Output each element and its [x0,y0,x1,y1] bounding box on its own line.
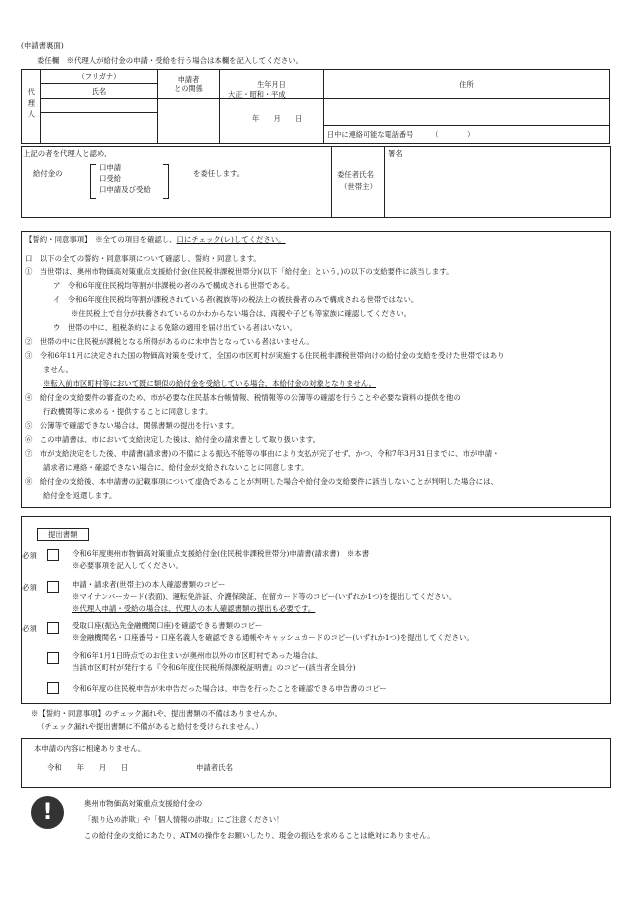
birth-ymd: 年 月 日 [252,114,303,123]
address-field[interactable] [324,99,610,144]
pledge-item-2: ② 世帯の中に住民税が課税となる所得があるのに未申告となっている者はいません。 [25,337,314,346]
doc-1-note: ※必要事項を記入してください。 [72,561,183,570]
pledge-item-5: ⑤ 公簿等で確認できない場合は、関係書類の提出を行います。 [25,421,239,430]
warning-line-2: 「振り込め詐欺」や「個人情報の詐取」にご注意ください！ [84,815,284,824]
doc-checkbox-3[interactable] [47,622,59,634]
option-receive[interactable]: 口受給 [99,174,122,183]
warning-line-3: この給付金の支給にあたり、ATMの操作をお願いしたり、現金の振込を求めることは絶対にありません。 [84,831,435,840]
doc-checkbox-5[interactable] [47,682,59,694]
doc-4: 令和6年1月1日時点でのお住まいが奥州市以外の市区町村であった場合は、 [72,651,323,660]
required-label-3: 必須 [22,624,37,633]
confirm-line: 本申請の内容に相違ありません。 [34,744,146,753]
era-options: 大正・昭和・平成 [228,90,286,99]
warning-line-1: 奥州市物価高対策重点支援給付金の [84,799,203,808]
pledge-item-1b: イ 令和6年度住民税均等割が課税されている者(親族等)の税法上の被扶養者のみで構成される世帯ではない。 [53,295,419,304]
delegator-label-1: 委任者氏名 [337,170,374,179]
doc-5: 令和6年度の住民税申告が未申告だった場合は、申告を行ったことを確認できる申告書のコピー [72,684,387,693]
doc-2-note-agent: ※代理人申請・受給の場合は、代理人の本人確認書類の提出も必要です。 [72,604,316,613]
delegate-end: を委任します。 [193,169,245,178]
relation-field[interactable] [158,99,220,144]
pledge-item-4-cont: 行政機関等に求める・提供することに同意します。 [43,407,213,416]
signature-label: 署名 [388,149,403,158]
doc-4-cont: 当該市区町村が発行する『令和6年度住民税所得課税証明書』のコピー(該当者全員分) [72,663,356,672]
name-field[interactable] [41,113,158,144]
relation-header [158,70,220,99]
birth-header: 生年月日 [220,70,324,99]
pledge-item-1b-note: ※住民税上で自分が扶養されているのかわからない場合は、両親や子ども等家族に確認してください。 [71,309,411,318]
doc-2: 申請・請求者(世帯主)の本人確認書類のコピー [72,580,226,589]
applicant-label: 申請者氏名 [196,763,233,772]
pledge-item-4: ④ 給付金の支給要件の審査のため、市が必要な住民基本台帳情報、税情報等の公簿等の確認を行うことや必要な資料の提供を他の [25,393,461,402]
check-note-1: ※【誓約・同意事項】のチェック漏れや、提出書類の不備はありませんか。 [31,709,282,718]
pledge-title: 【誓約・同意事項】 [25,235,88,244]
furigana-header: （フリガナ） [41,70,158,84]
delegate-sentence: 上記の者を代理人と認め、 [23,149,112,158]
pledge-item-1c: ウ 世帯の中に、租税条約による免除の適用を届け出ている者はいない。 [53,323,297,332]
pledge-item-1a: ア 令和6年度住民税均等割が非課税の者のみで構成される世帯である。 [53,281,295,290]
pledge-item-3-cont: ません。 [43,365,74,374]
name-header: 氏名 [41,84,158,99]
doc-checkbox-4[interactable] [47,652,59,664]
warning-icon: ! [31,796,64,829]
relation-header-1: 申請者 [177,75,200,84]
agree-checkbox[interactable]: 口 以下の全ての誓約・同意事項について確認し、誓約・同意します。 [25,254,261,263]
address-header: 住所 [324,70,610,99]
check-note-2: （チェック漏れや提出書類に不備があると給付を受けられません。） [37,722,263,731]
pledge-note: ※全ての項目を確認し、 [95,235,177,244]
option-apply-receive[interactable]: 口申請及び受給 [99,185,151,194]
pledge-item-8-cont: 給付金を返還します。 [43,491,117,500]
delegator-label-2: （世帯主） [340,182,377,191]
pledge-item-7: ⑦ 市が支給決定をした後、申請書(請求書)の不備による振込不能等の事由により支払が完了せず、かつ、令和7年3月31日までに、市が申請・ [25,449,500,458]
doc-checkbox-2[interactable] [47,581,59,593]
daytime-phone: 日中に連絡可能な電話番号 （ ） [327,130,475,139]
doc-1: 令和6年度奥州市物価高対策重点支援給付金(住民税非課税世帯分)申請書(請求書) ※本書 [72,549,370,558]
doc-3: 受取口座(振込先金融機関口座)を確認できる書類のコピー [72,621,263,630]
pledge-item-7-cont: 請求者に連絡・確認できない場合に、給付金が支給されないことに同意します。 [43,463,309,472]
required-label-2: 必須 [22,583,37,592]
pledge-item-3-note: ※転入前市区町村等において既に類似の給付金を受給している場合、本給付金の対象となりません。 [43,379,377,388]
benefit-label: 給付金の [33,169,63,178]
pledge-item-1: ① 当世帯は、奥州市物価高対策重点支援給付金(住民税非課税世帯分)(以下「給付金」という。)の以下の支給要件に該当します。 [25,267,454,276]
doc-2-note: ※マイナンバーカード(表面)、運転免許証、介護保険証、在留カード等のコピー(いずれか1つ)を提出してください。 [72,592,457,601]
documents-title: 提出書類 [37,528,89,541]
pledge-note-underline: 口にチェック(レ)してください。 [176,235,286,244]
required-label-1: 必須 [22,551,37,560]
delegation-table [21,69,610,144]
relation-header-2: との関係 [174,84,203,93]
agent-label [22,70,41,144]
pledge-item-3: ③ 令和6年11月に決定された国の物価高対策を受けて、全国の市区町村が実施する住民税非課税世帯向けの給付金の支給を受けた世帯ではあり [25,351,505,360]
doc-checkbox-1[interactable] [47,549,59,561]
furigana-field[interactable] [41,99,158,113]
agent-label-text: 代理人 [27,87,37,122]
pledge-item-8: ⑧ 給付金の支給後、本申請書の記載事項について虚偽であることが判明した場合や給付金の支給要件に該当しないことが判明した場合には、 [25,477,498,486]
confirm-date: 令和 年 月 日 [47,763,129,772]
page-label: (申請書裏面) [21,41,64,50]
pledge-item-6: ⑥ この申請書は、市において支給決定した後は、給付金の請求書として取り扱います。 [25,435,321,444]
option-apply[interactable]: 口申請 [99,163,122,172]
doc-3-note: ※金融機関名・口座番号・口座名義人を確認できる通帳やキャッシュカードのコピー(いずれか1つ)を提出してください。 [72,633,474,642]
delegation-header: 委任欄 ※代理人が給付金の申請・受給を行う場合は本欄を記入してください。 [37,56,304,65]
pledge-title-line [25,235,286,244]
birth-field[interactable] [220,90,324,144]
